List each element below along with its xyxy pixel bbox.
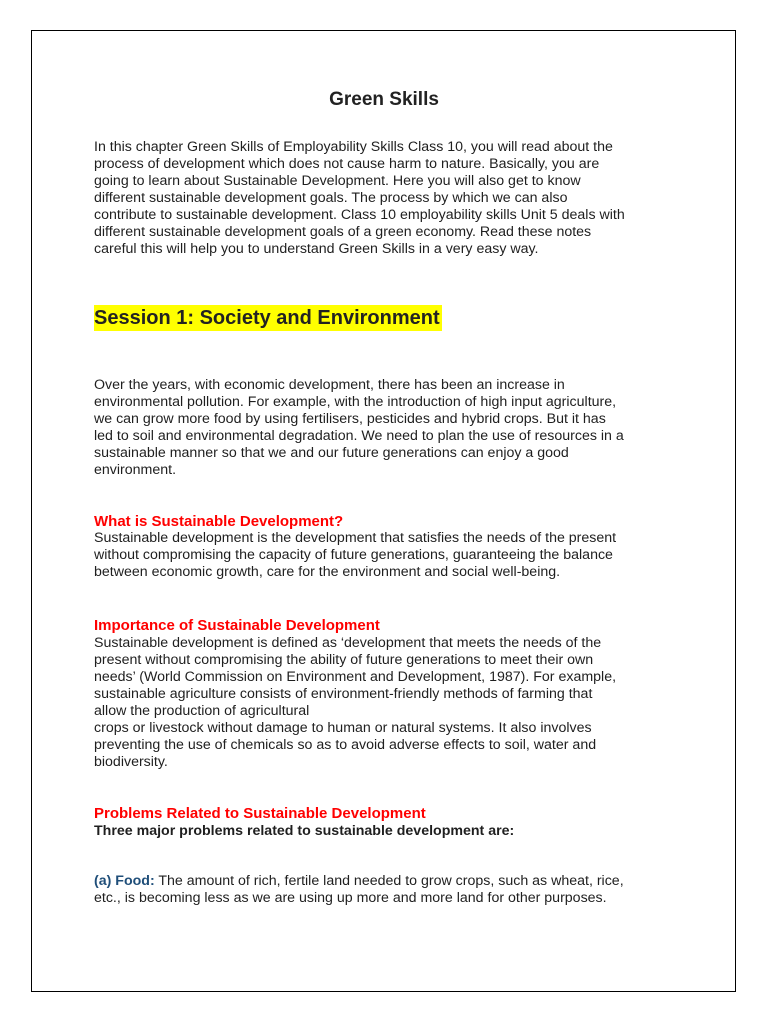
text-line: crops or livestock without damage to human or natural systems. It also involves [94,720,592,736]
food-text: The amount of rich, fertile land needed to grow crops, such as wheat, rice, [154,873,624,889]
text-line [94,873,684,890]
text-line: careful this will help you to understand Green Skills in a very easy way. [94,241,539,257]
text-line: Sustainable development is defined as ‘development that meets the needs of the [94,635,602,651]
text-line: allow the production of agricultural [94,703,310,719]
text-line: we can grow more food by using fertilisers, pesticides and hybrid crops. But it has [94,411,606,427]
problems-heading: Problems Related to Sustainable Development [94,805,426,822]
food-paragraph [94,873,684,907]
page-title: Green Skills [329,89,439,110]
text-line: sustainable agriculture consists of environment-friendly methods of farming that [94,686,593,702]
text-line: Sustainable development is the development that satisfies the needs of the present [94,530,617,546]
text-line: present without compromising the ability of future generations to meet their own [94,652,594,668]
text-line: process of development which does not cause harm to nature. Basically, you are [94,156,600,172]
text-line: between economic growth, care for the environment and social well-being. [94,564,561,580]
intro-paragraph [94,139,684,258]
text-line: sustainable manner so that we and our future generations can enjoy a good [94,445,569,461]
text-line: different sustainable development goals of a green economy. Read these notes [94,224,592,240]
text-line: different sustainable development goals. The process by which we can also [94,190,568,206]
text-line: preventing the use of chemicals so as to avoid adverse effects to soil, water and [94,737,597,753]
importance-paragraph [94,635,684,771]
problems-subheading: Three major problems related to sustainable development are: [94,823,515,839]
text-line: biodiversity. [94,754,168,770]
text-line: led to soil and environmental degradation. We need to plan the use of resources in a [94,428,624,444]
text-line: going to learn about Sustainable Development. Here you will also get to know [94,173,581,189]
what-is-sd-paragraph [94,530,684,581]
text-line: Over the years, with economic development, there has been an increase in [94,377,565,393]
what-is-sd-heading: What is Sustainable Development? [94,513,344,530]
food-label: (a) Food: [94,873,155,889]
importance-heading: Importance of Sustainable Development [94,617,380,634]
text-line: In this chapter Green Skills of Employability Skills Class 10, you will read about the [94,139,613,155]
text-line: environmental pollution. For example, with the introduction of high input agriculture, [94,394,617,410]
text-line: needs’ (World Commission on Environment and Development, 1987). For example, [94,669,617,685]
text-line: contribute to sustainable development. Class 10 employability skills Unit 5 deals with [94,207,625,223]
text-line: etc., is becoming less as we are using up more and more land for other purposes. [94,890,607,906]
text-line: without compromising the capacity of future generations, guaranteeing the balance [94,547,613,563]
text-line: environment. [94,462,177,478]
session-heading: Session 1: Society and Environment [94,307,440,329]
document-page [31,30,736,992]
session-paragraph [94,377,684,479]
